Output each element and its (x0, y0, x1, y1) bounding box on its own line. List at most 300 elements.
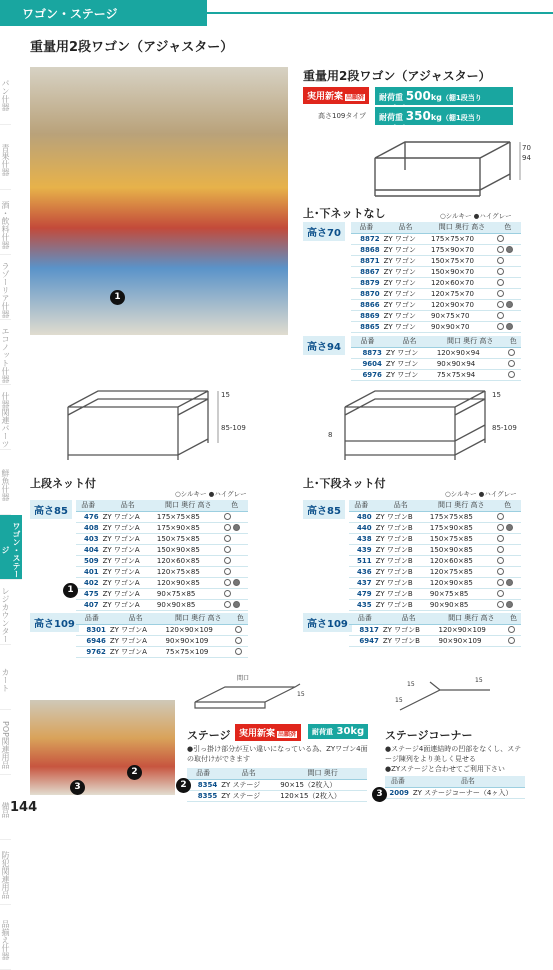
color-options (495, 277, 521, 288)
product-name: ZY ワゴンB (374, 522, 428, 533)
table-row (349, 588, 521, 599)
product-size: 120×90×70 (429, 299, 495, 310)
product-size: 120×90×85 (155, 577, 222, 588)
product-name: ZY ワゴン (382, 310, 429, 321)
product-code: 511 (349, 555, 374, 566)
product-size: 150×75×70 (429, 255, 495, 266)
table-row (351, 266, 521, 277)
product-code: 8872 (351, 233, 382, 244)
product-code: 439 (349, 544, 374, 555)
color-options (495, 577, 521, 588)
table-row (187, 790, 367, 801)
stage-new-badge: 実用新案 出願済 (235, 724, 301, 741)
product-size: 150×90×85 (428, 544, 495, 555)
product-name: ZY ワゴンB (381, 624, 437, 635)
product-name: ZY ワゴン (382, 299, 429, 310)
product-name: ZY ワゴン (382, 244, 429, 255)
color-options (495, 555, 521, 566)
column-header: 間口 奥行 高さ (437, 613, 507, 624)
silky-color-icon (497, 601, 504, 608)
no-net-title: 上･下ネットなし (303, 207, 386, 220)
color-options (495, 599, 521, 610)
product-code: 404 (76, 544, 101, 555)
page-title: 重量用2段ワゴン（アジャスター） (30, 40, 234, 55)
silky-color-icon (508, 349, 515, 356)
product-size: 150×75×85 (428, 533, 495, 544)
column-header: 品名 (101, 500, 155, 511)
column-header: 色 (222, 500, 248, 511)
new-badge: 実用新案 出願済 (303, 87, 369, 104)
column-header: 間口 奥行 高さ (428, 500, 495, 511)
column-header: 色 (233, 613, 248, 624)
sidebar-item: 品揃え什器 (0, 905, 11, 970)
color-options (233, 624, 248, 635)
color-options (495, 255, 521, 266)
table-row (385, 787, 525, 798)
gray-color-icon (233, 524, 240, 531)
silky-color-icon (497, 290, 504, 297)
category-label: ワゴン・ステージ (22, 7, 118, 21)
column-header: 品名 (382, 222, 429, 233)
both-net-title: 上･下段ネット付 (303, 477, 386, 490)
product-size: 90×90×94 (435, 358, 506, 369)
color-options (495, 566, 521, 577)
stage-badge-2: 2 (176, 778, 191, 793)
table-row (351, 347, 521, 358)
product-code: 436 (349, 566, 374, 577)
table-row (349, 522, 521, 533)
product-size: 120×90×109 (437, 624, 507, 635)
corner-badge-3: 3 (372, 787, 387, 802)
product-code: 8355 (187, 790, 219, 801)
product-size: 150×90×70 (429, 266, 495, 277)
color-options (495, 544, 521, 555)
product-code: 401 (76, 566, 101, 577)
sidebar-item: 防犯関連用品 (0, 840, 11, 905)
color-legend: ○シルキー ●ハイグレー (440, 212, 512, 220)
color-options (495, 244, 521, 255)
gray-color-icon (233, 601, 240, 608)
sidebar-item: 鮮魚什器 (0, 450, 11, 515)
product-code: 437 (349, 577, 374, 588)
page-number: 144 (10, 800, 38, 815)
product-name: ZY ワゴンB (374, 588, 428, 599)
corner-note2: ●ZYステージと合わせてご利用下さい (385, 765, 505, 773)
sidebar-item: エコノット什器 (0, 320, 11, 385)
table-row (187, 779, 367, 790)
sidebar-item: 什器関連パーツ (0, 385, 11, 450)
column-header: 品番 (76, 500, 101, 511)
product-code: 8870 (351, 288, 382, 299)
product-name: ZY ワゴンA (101, 511, 155, 522)
stage-note: ●引っ掛け部分が互い違いになっている為、ZYワゴン4面の取付けができます (187, 745, 368, 763)
product-name: ZY ワゴンA (101, 599, 155, 610)
silky-color-icon (497, 535, 504, 542)
product-name: ZY ステージ (219, 779, 278, 790)
color-options (506, 624, 521, 635)
table-row (349, 533, 521, 544)
column-header: 色 (506, 336, 521, 347)
product-name: ZY ワゴンA (108, 624, 164, 635)
svg-text:94: 94 (522, 154, 531, 162)
sidebar-item: 青果什器 (0, 125, 11, 190)
product-name: ZY ワゴン (382, 277, 429, 288)
product-size: 90×75×85 (428, 588, 495, 599)
color-options (222, 577, 248, 588)
product-size: 75×75×94 (435, 369, 506, 380)
wagon-photo (30, 67, 288, 335)
load-500: 耐荷重 500kg（棚1段当り (375, 87, 513, 105)
wagon-diagram-upper-net (58, 385, 258, 470)
height-70-label: 高さ70 (303, 222, 345, 241)
product-name: ZY ワゴンB (374, 511, 428, 522)
silky-color-icon (497, 235, 504, 242)
header-rule (207, 12, 553, 14)
table-row (76, 588, 248, 599)
svg-text:15: 15 (492, 391, 501, 399)
product-code: 476 (76, 511, 101, 522)
product-code: 8871 (351, 255, 382, 266)
product-code: 438 (349, 533, 374, 544)
silky-color-icon (224, 546, 231, 553)
product-name: ZY ステージ (219, 790, 278, 801)
silky-color-icon (224, 579, 231, 586)
product-code: 440 (349, 522, 374, 533)
silky-color-icon (508, 371, 515, 378)
product-size: 90×90×109 (163, 635, 233, 646)
color-options (222, 566, 248, 577)
table-corner (385, 776, 525, 799)
silky-color-icon (235, 648, 242, 655)
column-header: 色 (506, 613, 521, 624)
product-name: ZY ワゴン (382, 255, 429, 266)
product-name: ZY ワゴンA (101, 533, 155, 544)
column-header: 間口 奥行 高さ (429, 222, 495, 233)
product-size: 175×75×85 (428, 511, 495, 522)
color-legend-2: ○シルキー ●ハイグレー (175, 490, 247, 498)
color-options (233, 635, 248, 646)
product-name: ZY ワゴンB (374, 599, 428, 610)
table-both-net-85 (349, 500, 521, 611)
gray-color-icon (506, 579, 513, 586)
table-no-net-70 (351, 222, 521, 333)
table-row (351, 233, 521, 244)
corner-note1: ●ステージ4面連結時の凹部をなくし、ステージ陳列をより美しく見せる (385, 745, 522, 763)
gray-color-icon (506, 524, 513, 531)
color-options (495, 511, 521, 522)
column-header: 品番 (187, 768, 219, 779)
table-row (76, 646, 248, 657)
table-upper-net-109 (76, 613, 248, 658)
svg-text:70: 70 (522, 144, 531, 152)
silky-color-icon (497, 279, 504, 286)
color-options (495, 266, 521, 277)
product-size: 90×90×85 (155, 599, 222, 610)
table-row (351, 299, 521, 310)
product-code: 8869 (351, 310, 382, 321)
column-header: 品名 (108, 613, 164, 624)
product-size: 90×90×85 (428, 599, 495, 610)
product-size: 150×75×85 (155, 533, 222, 544)
sidebar-item: ラゾーリア什器 (0, 255, 11, 320)
sidebar-item: POP関連用品 (0, 710, 11, 775)
column-header: 品番 (351, 222, 382, 233)
product-code: 435 (349, 599, 374, 610)
upper-net-title: 上段ネット付 (30, 477, 96, 490)
silky-color-icon (508, 637, 515, 644)
product-code: 8879 (351, 277, 382, 288)
product-size: 120×15（2枚入） (278, 790, 367, 801)
product-name: ZY ワゴンA (108, 635, 164, 646)
table-no-net-94 (351, 336, 521, 381)
color-options (222, 522, 248, 533)
product-code: 6946 (76, 635, 108, 646)
silky-color-icon (497, 246, 504, 253)
product-code: 8354 (187, 779, 219, 790)
table-row (76, 599, 248, 610)
product-name: ZY ワゴンA (101, 588, 155, 599)
product-name: ZY ワゴン (382, 233, 429, 244)
color-options (222, 588, 248, 599)
stage-title: ステージ (187, 729, 231, 742)
silky-color-icon (497, 568, 504, 575)
gray-color-icon (506, 301, 513, 308)
table-stage (187, 768, 367, 802)
product-name: ZY ワゴンB (374, 577, 428, 588)
silky-color-icon (224, 535, 231, 542)
product-name: ZY ワゴン (384, 347, 435, 358)
silky-color-icon (224, 513, 231, 520)
table-badge-1: 1 (63, 583, 78, 598)
product-code: 475 (76, 588, 101, 599)
silky-color-icon (497, 590, 504, 597)
product-size: 120×90×109 (163, 624, 233, 635)
svg-text:85-109: 85-109 (492, 424, 517, 432)
table-row (76, 533, 248, 544)
column-header: 品名 (411, 776, 525, 787)
product-code: 9604 (351, 358, 384, 369)
product-name: ZY ワゴンB (374, 544, 428, 555)
product-name: ZY ワゴンA (101, 577, 155, 588)
color-legend-3: ○シルキー ●ハイグレー (445, 490, 517, 498)
column-header: 品番 (385, 776, 411, 787)
product-size: 90×15（2枚入） (278, 779, 367, 790)
table-row (76, 555, 248, 566)
color-options (506, 369, 521, 380)
color-options (506, 347, 521, 358)
sidebar-item: 酒・飲料什器 (0, 190, 11, 255)
category-header (0, 0, 207, 26)
product-size: 175×90×70 (429, 244, 495, 255)
table-row (349, 511, 521, 522)
silky-color-icon (224, 601, 231, 608)
both-net-85-label: 高さ85 (303, 500, 345, 519)
silky-color-icon (497, 323, 504, 330)
color-options (495, 299, 521, 310)
product-code: 9762 (76, 646, 108, 657)
color-options (495, 233, 521, 244)
product-code: 479 (349, 588, 374, 599)
product-name: ZY ワゴン (384, 358, 435, 369)
product-name: ZY ワゴン (382, 266, 429, 277)
silky-color-icon (224, 568, 231, 575)
color-options (495, 288, 521, 299)
silky-color-icon (224, 590, 231, 597)
column-header: 品名 (219, 768, 278, 779)
table-row (351, 369, 521, 380)
product-code: 407 (76, 599, 101, 610)
color-options (495, 533, 521, 544)
height-94-label: 高さ94 (303, 336, 345, 355)
color-options (506, 635, 521, 646)
product-code: 8866 (351, 299, 382, 310)
photo-badge-1: 1 (110, 290, 125, 305)
product-code: 6947 (349, 635, 381, 646)
column-header: 品名 (381, 613, 437, 624)
product-name: ZY ワゴンB (374, 533, 428, 544)
table-row (351, 310, 521, 321)
product-name: ZY ワゴンA (101, 566, 155, 577)
product-code: 6976 (351, 369, 384, 380)
sidebar-item: カート (0, 645, 11, 710)
wagon-diagram-plain (370, 130, 550, 205)
color-options (495, 522, 521, 533)
product-code: 8873 (351, 347, 384, 358)
product-size: 120×60×70 (429, 277, 495, 288)
table-row (76, 624, 248, 635)
product-size: 175×75×85 (155, 511, 222, 522)
product-size: 175×90×85 (155, 522, 222, 533)
color-options (233, 646, 248, 657)
product-code: 402 (76, 577, 101, 588)
table-row (351, 244, 521, 255)
color-options (495, 310, 521, 321)
product-name: ZY ワゴン (382, 321, 429, 332)
product-code: 8865 (351, 321, 382, 332)
column-header: 色 (495, 222, 521, 233)
table-row (349, 599, 521, 610)
silky-color-icon (235, 637, 242, 644)
table-row (349, 624, 521, 635)
table-row (349, 635, 521, 646)
product-size: 150×90×85 (155, 544, 222, 555)
product-code: 8317 (349, 624, 381, 635)
both-net-109-label: 高さ109 (303, 613, 352, 632)
tall-type-label: 高さ109タイプ (318, 112, 367, 120)
table-row (76, 577, 248, 588)
silky-color-icon (224, 524, 231, 531)
product-size: 75×75×109 (163, 646, 233, 657)
color-options (222, 544, 248, 555)
column-header: 色 (495, 500, 521, 511)
sidebar-item: 備品 (0, 775, 11, 840)
svg-text:15: 15 (475, 677, 483, 684)
svg-text:15: 15 (407, 681, 415, 688)
product-code: 509 (76, 555, 101, 566)
product-name: ZY ワゴン (382, 288, 429, 299)
product-size: 120×75×70 (429, 288, 495, 299)
table-row (349, 544, 521, 555)
column-header: 品番 (351, 336, 384, 347)
product-code: 408 (76, 522, 101, 533)
table-row (76, 635, 248, 646)
stage-photo-badge-3: 3 (70, 780, 85, 795)
stage-photo-badge-2: 2 (127, 765, 142, 780)
svg-text:15: 15 (395, 697, 403, 704)
product-size: 90×75×85 (155, 588, 222, 599)
corner-title: ステージコーナー (385, 729, 473, 742)
gray-color-icon (506, 601, 513, 608)
silky-color-icon (497, 513, 504, 520)
table-row (349, 577, 521, 588)
column-header: 品名 (374, 500, 428, 511)
silky-color-icon (497, 301, 504, 308)
product-size: 120×90×94 (435, 347, 506, 358)
table-row (351, 358, 521, 369)
silky-color-icon (497, 557, 504, 564)
product-name: ZY ワゴンB (381, 635, 437, 646)
upper-net-109-label: 高さ109 (30, 613, 79, 632)
silky-color-icon (497, 524, 504, 531)
wagon-diagram-both-net (320, 385, 540, 470)
upper-net-85-label: 高さ85 (30, 500, 72, 519)
silky-color-icon (497, 257, 504, 264)
color-options (222, 599, 248, 610)
sidebar-item: ワゴン・ステージ (0, 515, 22, 580)
color-options (222, 511, 248, 522)
product-code: 8868 (351, 244, 382, 255)
table-row (76, 544, 248, 555)
product-name: ZY ワゴンA (101, 522, 155, 533)
product-code: 403 (76, 533, 101, 544)
silky-color-icon (497, 579, 504, 586)
product-size: 120×75×85 (428, 566, 495, 577)
table-row (351, 277, 521, 288)
right-title: 重量用2段ワゴン（アジャスター） (303, 69, 491, 83)
product-code: 8867 (351, 266, 382, 277)
product-code: 8301 (76, 624, 108, 635)
table-row (76, 566, 248, 577)
color-options (506, 358, 521, 369)
product-name: ZY ステージコーナー（4ヶ入） (411, 787, 525, 798)
sidebar-item: パン什器 (0, 60, 11, 125)
table-row (351, 321, 521, 332)
table-upper-net-85 (76, 500, 248, 611)
table-row (349, 566, 521, 577)
product-size: 120×90×85 (428, 577, 495, 588)
product-code: 480 (349, 511, 374, 522)
stage-diagram (185, 672, 315, 722)
product-size: 120×60×85 (155, 555, 222, 566)
silky-color-icon (235, 626, 242, 633)
column-header: 間口 奥行 高さ (163, 613, 233, 624)
stage-corner-diagram (395, 672, 505, 722)
product-name: ZY ワゴンA (101, 544, 155, 555)
product-name: ZY ワゴンB (374, 555, 428, 566)
column-header: 間口 奥行 高さ (435, 336, 506, 347)
column-header: 品番 (76, 613, 108, 624)
gray-color-icon (506, 246, 513, 253)
product-size: 175×90×85 (428, 522, 495, 533)
product-name: ZY ワゴンA (101, 555, 155, 566)
color-options (222, 555, 248, 566)
svg-text:15: 15 (221, 391, 230, 399)
category-sidebar (0, 60, 21, 960)
svg-text:15: 15 (297, 691, 305, 698)
load-350: 耐荷重 350kg（棚1段当り300kg） (375, 107, 513, 125)
silky-color-icon (224, 557, 231, 564)
product-size: 175×75×70 (429, 233, 495, 244)
